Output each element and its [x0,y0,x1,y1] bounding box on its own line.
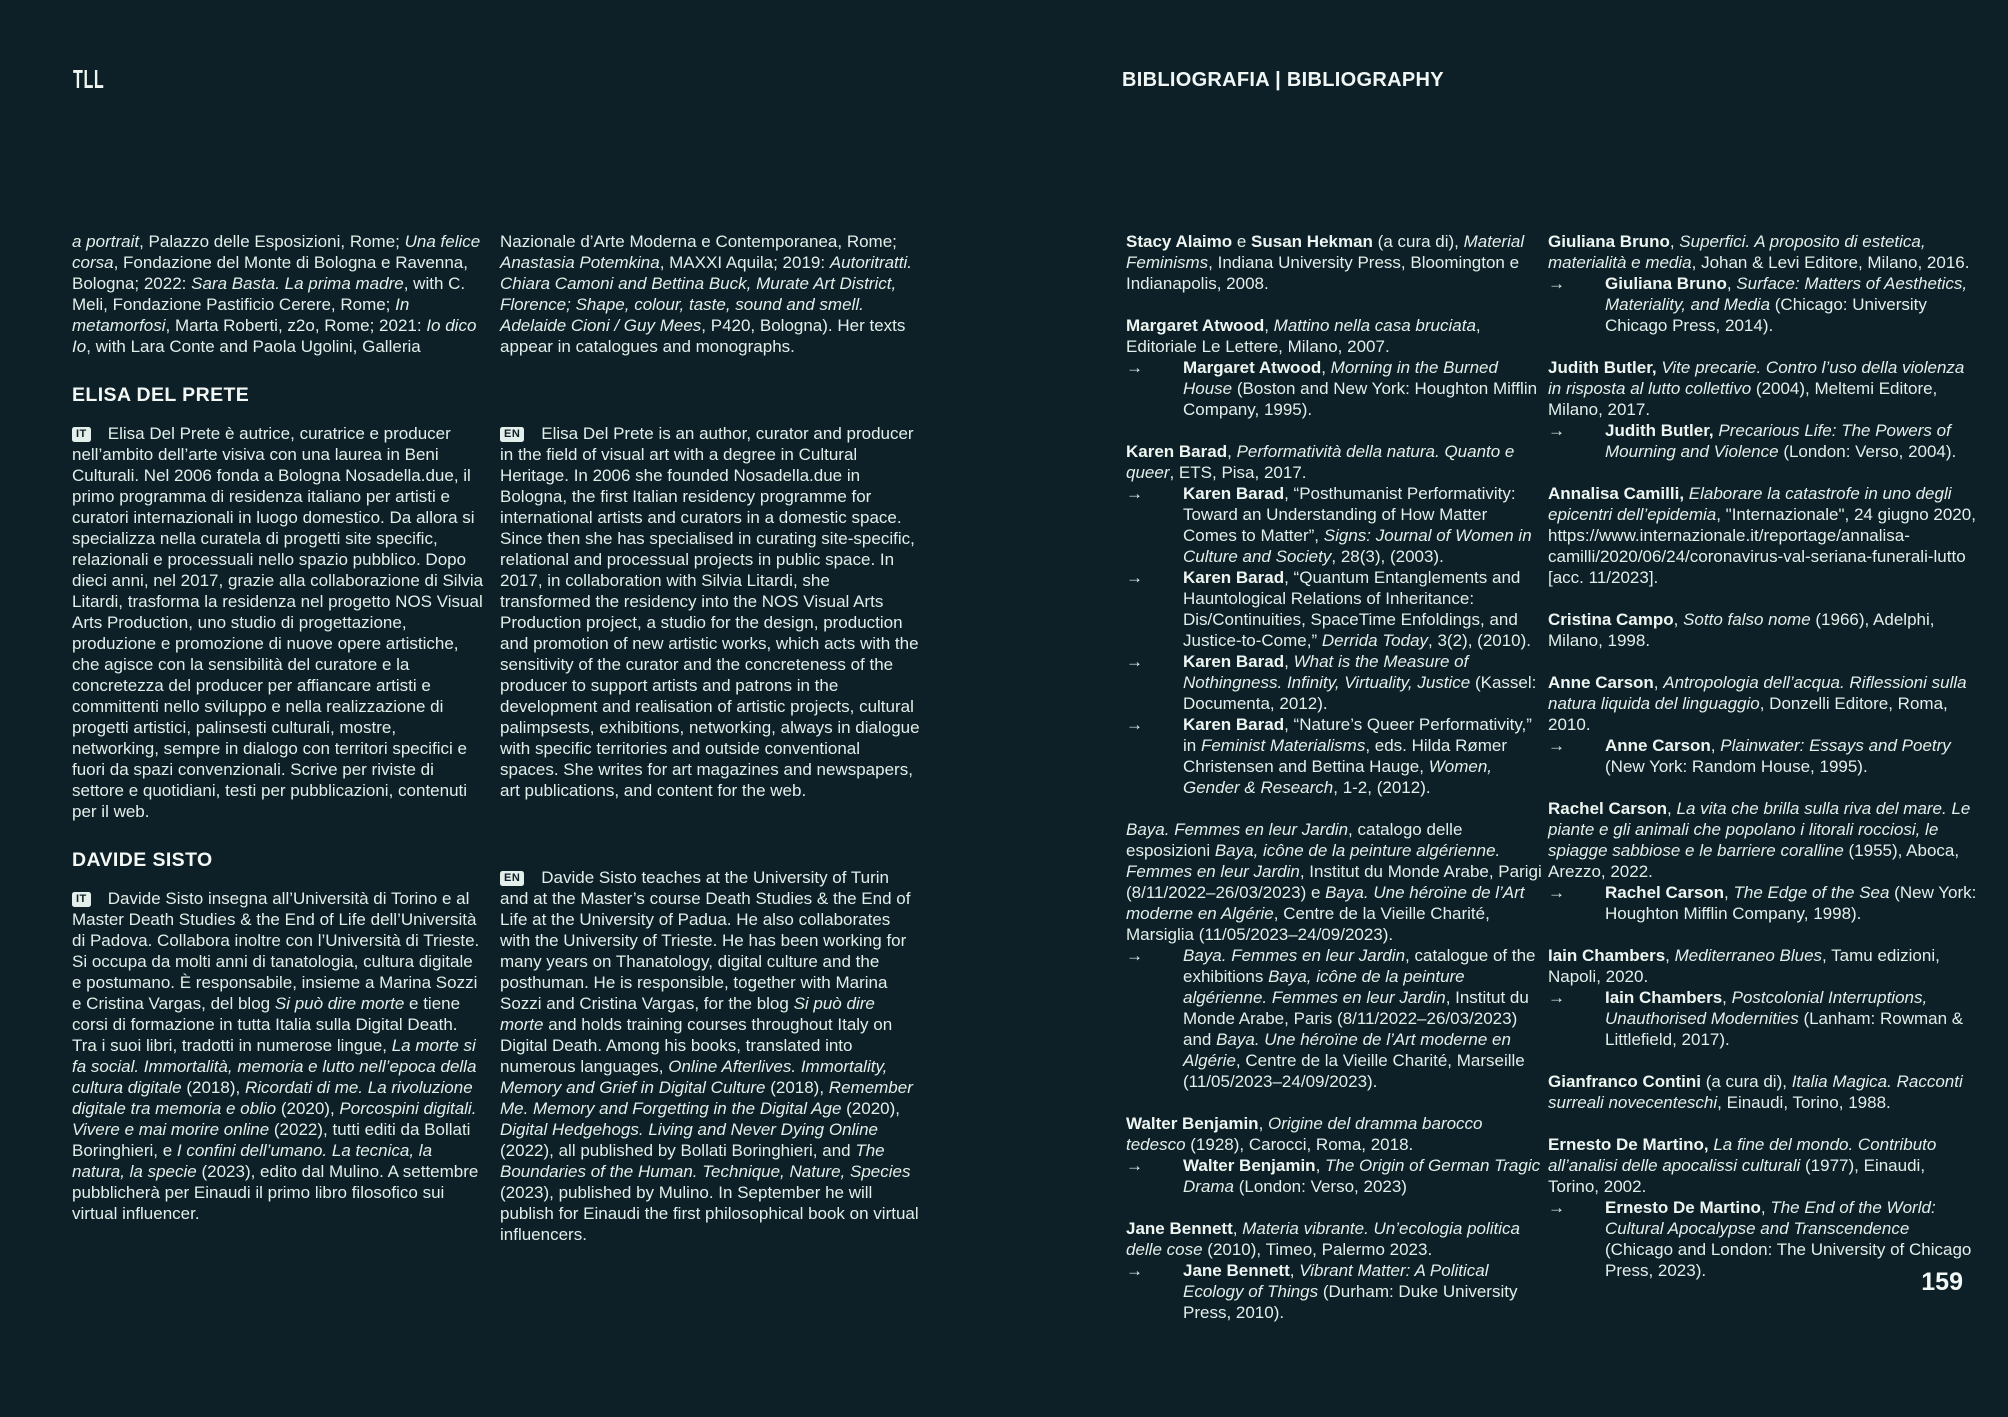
text-run: Una felice corsa [72,232,481,272]
entry-translation-citation [1126,1155,1545,1197]
text-run: , 28(3), (2003). [1331,547,1444,566]
text-run: Rachel Carson [1548,799,1668,818]
entry-main-citation [1126,819,1545,945]
bio-paragraph [72,423,485,822]
translation-text [1183,1155,1545,1197]
text-run: Postcolonial Interruptions, Unauthorised Modernities [1605,988,1928,1028]
bibliography-entry [1126,441,1545,798]
section-heading: DAVIDE SISTO [72,849,213,871]
text-run: , [1722,988,1732,1007]
entry-translation-citation [1126,483,1545,567]
text-run: Vibrant Matter: A Political Ecology of Things [1183,1261,1489,1301]
text-run: (2022), tutti editi da Bollati Boringhieri, e [72,1120,471,1160]
arrow-right-icon: → [1126,358,1143,377]
text-run: e [1232,232,1252,251]
text-run: , [1264,316,1274,335]
text-run: (2010), Timeo, Palermo 2023. [1202,1240,1433,1259]
text-run: , with C. Meli, Fondazione Pastificio Cerere, Rome; [72,274,466,314]
text-run: La fine del mondo. Contributo all’analisi delle apocalissi culturali [1548,1135,1937,1175]
translation-text [1605,420,1980,462]
text-run: Jane Bennett [1126,1219,1233,1238]
text-run: Surface: Matters of Aesthetics, Materiality, and Media [1605,274,1968,314]
entry-main-citation [1548,609,1980,651]
text-run: , P420, Bologna). Her texts appear in catalogues and monographs. [500,316,906,356]
text-run: Italia Magica. Racconti surreali novecenteschi [1548,1072,1963,1112]
text-run: Anne Carson [1548,673,1654,692]
text-run: (Boston and New York: Houghton Mifflin Company, 1995). [1183,379,1538,419]
text-run: (New York: Random House, 1995). [1605,757,1868,776]
text-run: Giuliana Bruno [1605,274,1727,293]
text-run: Si può dire morte [274,994,405,1013]
text-run: (Kassel: Documenta, 2012). [1183,673,1537,713]
text-run: , [1760,1198,1771,1217]
text-run: Ernesto De Martino, [1548,1135,1709,1154]
translation-text [1183,945,1545,1092]
text-run: (2020), [841,1099,901,1118]
entry-main-citation [1548,231,1980,273]
text-run: (2023), edito dal Mulino. A settembre pubblicherà per Einaudi il primo libro filosofico sui virtual influencer. [72,1162,479,1223]
text-run: Feminist Materialisms [1200,736,1366,755]
text-run: Baya. Une héroïne de l’Art moderne en Algérie [1183,1030,1511,1070]
entry-translation-citation [1548,273,1980,336]
translation-text [1605,882,1980,924]
entry-translation-citation [1126,1260,1545,1323]
text-run: Iain Chambers [1548,946,1666,965]
text-run: Ernesto De Martino [1605,1198,1761,1217]
text-run: Superfici. A proposito di estetica, materialità e media [1548,232,1926,272]
entry-main-citation [1548,357,1980,420]
text-run: Baya, icône de la peinture algérienne. Femmes en leur Jardin [1126,841,1501,881]
text-run: Ricordati di me. La rivoluzione digitale tra memoria e oblio [72,1078,473,1118]
column-bibliography-left [1126,231,1545,1344]
column-bibliography-right [1548,231,1980,1302]
text-run: Walter Benjamin [1126,1114,1259,1133]
bibliography-entry [1126,1218,1545,1323]
text-run: (2023), published by Mulino. In September he will publish for Einaudi the first philosophical book on virtual influencers. [500,1183,919,1244]
text-run: , [1289,1261,1300,1280]
text-run: Margaret Atwood [1126,316,1265,335]
text-run: , Johan & Levi Editore, Milano, 2016. [1691,253,1970,272]
text-run: , MAXXI Aquila; 2019: [659,253,830,272]
bibliography-entry [1548,483,1980,588]
text-run: , Centre de la Vieille Charité, Marsiglia (11/05/2023–24/09/2023). [1126,904,1490,944]
text-run: (London: Verso, 2004). [1778,442,1957,461]
entry-main-citation [1548,798,1980,882]
bibliography-entry [1126,819,1545,1092]
text-run: I confini dell’umano. La tecnica, la natura, la specie [72,1141,433,1181]
text-run: Iain Chambers [1605,988,1723,1007]
text-run: Signs: Journal of Women in Culture and Society [1183,526,1532,566]
bibliography-entry [1548,231,1980,336]
column-bios-english [500,231,921,1245]
text-run: Precarious Life: The Powers of Mourning and Violence [1605,421,1951,461]
entry-translation-citation [1548,735,1980,777]
text-run: Mediterraneo Blues [1674,946,1823,965]
text-run: Susan Hekman [1251,232,1373,251]
text-run: What is the Measure of Nothingness. Infinity, Virtuality, Justice [1183,652,1471,692]
bibliography-entry [1126,1113,1545,1197]
text-run: Karen Barad [1183,484,1285,503]
bio-paragraph [72,888,485,1224]
arrow-right-icon: → [1126,1156,1143,1175]
arrow-right-icon: → [1126,946,1143,965]
entry-main-citation [1548,672,1980,735]
text-run: , [1258,1114,1269,1133]
text-run: Annalisa Camilli, [1548,484,1685,503]
text-run: Judith Butler, [1548,358,1657,377]
text-run: Anne Carson [1605,736,1711,755]
text-run: Nazionale d’Arte Moderna e Contemporanea, Rome; [500,232,897,251]
text-run: Rachel Carson [1605,883,1725,902]
text-run: Morning in the Burned House [1183,358,1498,398]
text-run: , Institut du Monde Arabe, Parigi (8/11/2022–26/03/2023) e [1126,862,1542,902]
bibliography-entry [1126,315,1545,420]
text-run: The Origin of German Tragic Drama [1183,1156,1541,1196]
text-run: , Donzelli Editore, Roma, 2010. [1548,694,1948,734]
text-run: Performatività della natura. Quanto e queer [1126,442,1515,482]
arrow-right-icon: → [1548,883,1565,902]
text-run: , [1724,883,1734,902]
text-run: , Tamu edizioni, Napoli, 2020. [1548,946,1940,986]
text-run: Baya. Femmes en leur Jardin [1183,946,1406,965]
text-run: , “Quantum Entanglements and Hauntological Relations of Inheritance: Dis/Continuities, SpaceTime Enfoldings, and Justice-to-Come,” [1183,568,1521,650]
text-run: Mattino nella casa bruciata [1273,316,1476,335]
text-run: Karen Barad [1183,715,1285,734]
text-run: Karen Barad [1126,442,1228,461]
text-run: Vite precarie. Contro l’uso della violenza in risposta al lutto collettivo [1548,358,1965,398]
entry-translation-citation [1548,987,1980,1050]
text-run: , Institut du Monde Arabe, Paris (8/11/2022–26/03/2023) and [1183,988,1529,1049]
entry-main-citation [1548,483,1980,588]
text-run: (Durham: Duke University Press, 2010). [1183,1282,1518,1322]
bibliography-entry [1548,1071,1980,1113]
entry-main-citation [1548,945,1980,987]
text-run: Karen Barad [1183,652,1285,671]
text-run: , Indiana University Press, Bloomington e Indianapolis, 2008. [1126,253,1520,293]
text-run: Karen Barad [1183,568,1285,587]
text-run: (Chicago: University Chicago Press, 2014). [1605,295,1927,335]
text-run: (1977), Einaudi, Torino, 2002. [1548,1156,1926,1196]
translation-text [1605,987,1980,1050]
text-run: (London: Verso, 2023) [1234,1177,1407,1196]
arrow-right-icon: → [1548,421,1565,440]
text-run: Elaborare la catastrofe in uno degli epicentri dell’epidemia [1548,484,1952,524]
entry-main-citation [1126,441,1545,483]
text-run: The Boundaries of the Human. Technique, Nature, Species [500,1141,911,1181]
translation-text [1605,273,1980,336]
text-run: , Palazzo delle Esposizioni, Rome; [139,232,405,251]
text-run: Davide Sisto teaches at the University of Turin and at the Master’s course Death Studies & the End of Life at the University of Padua. He also collaborates with the University of Trieste. He has been working for many years on Thanatology, digital culture and the posthuman. He is responsible, together with Marina Sozzi and Cristina Vargas, for the blog [500,868,911,1013]
arrow-right-icon: → [1126,484,1143,503]
bibliography-entry [1548,945,1980,1050]
bio-paragraph [72,231,485,357]
text-run: , [1667,799,1677,818]
bibliography-entry [1548,672,1980,777]
text-run: , "Internazionale", 24 giugno 2020, https://www.internazionale.it/reportage/annalisa-camilli/2020/06/24/coronavirus-val-seriana-funerali-lutto [acc. 11/2023]. [1548,505,1976,587]
text-run: Jane Bennett [1183,1261,1290,1280]
text-run: (2004), Meltemi Editore, Milano, 2017. [1548,379,1938,419]
text-run: , [1710,736,1721,755]
text-run: Sara Basta. La prima madre [191,274,404,293]
bibliography-entry [1548,357,1980,462]
text-run: Digital Hedgehogs. Living and Never Dying Online [500,1120,878,1139]
text-run: (2018), [181,1078,245,1097]
text-run: Materia vibrante. Un’ecologia politica delle cose [1126,1219,1521,1259]
text-run: (2022), all published by Bollati Boringhieri, and [500,1141,856,1160]
text-run: Porcospini digitali. Vivere e mai morire online [72,1099,477,1139]
column-bios-italian [72,231,485,1224]
text-run: Baya. Une héroïne de l’Art moderne en Algérie [1126,883,1525,923]
entry-main-citation [1548,1071,1980,1113]
arrow-right-icon: → [1126,652,1143,671]
arrow-right-icon: → [1126,1261,1143,1280]
text-run: Anastasia Potemkina [500,253,660,272]
entry-main-citation [1126,1113,1545,1155]
text-run: , 3(2), (2010). [1428,631,1532,650]
lang-badge-en: EN [500,427,524,442]
text-run: Giuliana Bruno [1548,232,1670,251]
text-run: , [1726,274,1737,293]
text-run: (Chicago and London: The University of Chicago Press, 2023). [1605,1240,1972,1280]
text-run: Elisa Del Prete is an author, curator and producer in the field of visual art with a degree in Cultural Heritage. In 2006 she founded Nosadella.due in Bologna, the first Italian residency programme for international artists and curators in a domestic space. Since then she has specialised in curating site-specific, relational and processual projects in public space. In 2017, in collaboration with Silvia Litardi, she transformed the residency into the NOS Visual Arts Production project, a studio for the design, production and promotion of new artistic works, which acts with the sensitivity of the curator and the concreteness of the producer to support artists and patrons in the development and realisation of artistic projects, cultural palimpsests, exhibitions, networking, always in dialogue with specific territories and outside conventional spaces. She writes for art magazines and newspapers, art publications, and content for the web. [500,424,920,800]
text-run: , with Lara Conte and Paola Ugolini, Galleria [86,337,421,356]
arrow-right-icon: → [1126,715,1143,734]
entry-translation-citation [1548,420,1980,462]
text-run: , “Posthumanist Performativity: Toward an Understanding of How Matter Comes to Matter”, [1183,484,1516,545]
translation-text [1183,483,1545,567]
lang-badge-it: IT [72,427,91,442]
text-run: Davide Sisto insegna all’Università di Torino e al Master Death Studies & the End of Life dell’Università di Padova. Collabora inoltre con l’Università di Trieste. Si occupa da molti anni di tanatologia, cultura digitale e postumano. È responsabile, insieme a Marina Sozzi e Cristina Vargas, del blog [72,889,480,1013]
text-run: , [1673,610,1684,629]
translation-text [1183,567,1545,651]
arrow-right-icon: → [1548,274,1565,293]
text-run: a portrait [72,232,140,251]
text-run: Antropologia dell’acqua. Riflessioni sulla natura liquida del linguaggio [1548,673,1967,713]
text-run: (a cura di), [1372,232,1464,251]
text-run: Judith Butler, [1605,421,1714,440]
text-run: (2020), [276,1099,340,1118]
text-run: , [1232,1219,1243,1238]
logo-tll: TLL [73,64,105,94]
text-run: , catalogue of the exhibitions [1183,946,1536,986]
text-run: , 1-2, (2012). [1333,778,1431,797]
text-run: (New York: Houghton Mifflin Company, 1998). [1605,883,1977,923]
text-run: , “Nature’s Queer Performativity,” in [1183,715,1532,755]
arrow-right-icon: → [1126,568,1143,587]
lang-badge-en: EN [500,871,524,886]
text-run: The Edge of the Sea [1733,883,1890,902]
text-run: and holds training courses throughout Italy on Digital Death. Among his books, translated into numerous languages, [500,1015,893,1076]
entry-translation-citation [1126,651,1545,714]
text-run: Sotto falso nome [1683,610,1811,629]
text-run: Walter Benjamin [1183,1156,1316,1175]
entry-main-citation [1126,1218,1545,1260]
bibliography-entry [1548,1134,1980,1281]
section-heading: ELISA DEL PRETE [72,384,250,406]
text-run: , [1315,1156,1326,1175]
lang-badge-it: IT [72,892,91,907]
text-run: Origine del dramma barocco tedesco [1126,1114,1483,1154]
text-run: Si può dire morte [500,994,875,1034]
text-run: , Einaudi, Torino, 1988. [1717,1093,1891,1112]
entry-translation-citation [1126,357,1545,420]
text-run: Material Feminisms [1126,232,1525,272]
text-run: (Lanham: Rowman & Littlefield, 2017). [1605,1009,1964,1049]
text-run: Baya. Femmes en leur Jardin [1126,820,1349,839]
entry-main-citation [1126,231,1545,294]
bibliography-entry [1126,231,1545,294]
text-run: , ETS, Pisa, 2017. [1169,463,1307,482]
entry-main-citation [1126,315,1545,357]
translation-text [1605,735,1980,777]
text-run: Gianfranco Contini [1548,1072,1701,1091]
text-run: Autoritratti. Chiara Camoni and Bettina Buck, Murate Art District, Florence; Shape, colour, taste, sound and smell. Adelaide Cioni / Guy Mees [500,253,913,335]
translation-text [1183,1260,1545,1323]
text-run: Women, Gender & Research [1183,757,1493,797]
entry-translation-citation [1126,714,1545,798]
text-run: (a cura di), [1701,1072,1792,1091]
text-run: , [1321,358,1331,377]
text-run: , [1653,673,1664,692]
text-run: Margaret Atwood [1183,358,1322,377]
text-run: Plainwater: Essays and Poetry [1720,736,1951,755]
text-run: Cristina Campo [1548,610,1674,629]
arrow-right-icon: → [1548,988,1565,1007]
text-run: , [1669,232,1680,251]
text-run: , catalogo delle esposizioni [1126,820,1463,860]
text-run: Elisa Del Prete è autrice, curatrice e producer nell’ambito dell’arte visiva con una laurea in Beni Culturali. Nel 2006 fonda a Bologna Nosadella.due, il primo programma di residenza italiano per artisti e curatori internazionali in luogo domestico. Da allora si specializza nella curatela di progetti site specific, relazionali e processuali nello spazio pubblico. Dopo dieci anni, nel 2017, grazie alla collaborazione di Silvia Litardi, trasforma la residenza nel progetto NOS Visual Arts Production, uno studio di progettazione, produzione e promozione di nuove opere artistiche, che agisce con la sensibilità del curatore e la concretezza del producer per affiancare artisti e committenti nello sviluppo e nella realizzazione di progetti artistici, palinsesti culturali, mostre, networking, sempre in dialogo con territori specifici e fuori da spazi convenzionali. Scrive per riviste di settore e quotidiani, testi per pubblicazioni, contenuti per il web. [72,424,484,821]
text-run: , Fondazione del Monte di Bologna e Ravenna, Bologna; 2022: [72,253,468,293]
text-run: Derrida Today [1321,631,1429,650]
text-run: , [1665,946,1675,965]
text-run: Baya, icône de la peinture algérienne. Femmes en leur Jardin [1183,967,1465,1007]
text-run: The End of the World: Cultural Apocalypse and Transcendence [1605,1198,1936,1238]
text-run: e tiene corsi di formazione in tutta Italia sulla Digital Death. Tra i suoi libri, tradotti in numerose lingue, [72,994,461,1055]
text-run: (2018), [765,1078,829,1097]
text-run: Stacy Alaimo [1126,232,1233,251]
entry-translation-citation [1126,945,1545,1092]
text-run: , [1284,652,1294,671]
text-run: , [1227,442,1237,461]
entry-translation-citation [1126,567,1545,651]
text-run: La morte si fa social. Immortalità, memoria e lutto nell’epoca della cultura digitale [72,1036,477,1097]
bio-paragraph [500,867,921,1245]
arrow-right-icon: → [1548,1198,1565,1217]
text-run: (1928), Carocci, Roma, 2018. [1185,1135,1414,1154]
page-title: BIBLIOGRAFIA | BIBLIOGRAPHY [1122,69,1444,91]
bio-paragraph [500,231,921,357]
translation-text [1183,651,1545,714]
entry-translation-citation [1548,882,1980,924]
page-number: 159 [1921,1268,1963,1296]
bibliography-entry [1548,609,1980,651]
text-run: Online Afterlives. Immortality, Memory and Grief in Digital Culture [500,1057,888,1097]
text-run: , Marta Roberti, z2o, Rome; 2021: [165,316,427,335]
arrow-right-icon: → [1548,736,1565,755]
text-run: , Editoriale Le Lettere, Milano, 2007. [1126,316,1481,356]
text-run: Io dico Io [72,316,477,356]
translation-text [1183,714,1545,798]
translation-text [1183,357,1545,420]
bibliography-entry [1548,798,1980,924]
entry-main-citation [1548,1134,1980,1197]
text-run: In metamorfosi [72,295,410,335]
text-run: (1966), Adelphi, Milano, 1998. [1548,610,1935,650]
bio-paragraph [500,423,921,801]
text-run: , Centre de la Vieille Charité, Marseille (11/05/2023–24/09/2023). [1183,1051,1525,1091]
text-run: (1955), Aboca, Arezzo, 2022. [1548,841,1960,881]
text-run: , eds. Hilda Rømer Christensen and Bettina Hauge, [1183,736,1508,776]
text-run: La vita che brilla sulla riva del mare. Le piante e gli animali che popolano i litorali rocciosi, le spiagge sabbiose e le barriere coralline [1548,799,1971,860]
text-run: Remember Me. Memory and Forgetting in the Digital Age [500,1078,913,1118]
